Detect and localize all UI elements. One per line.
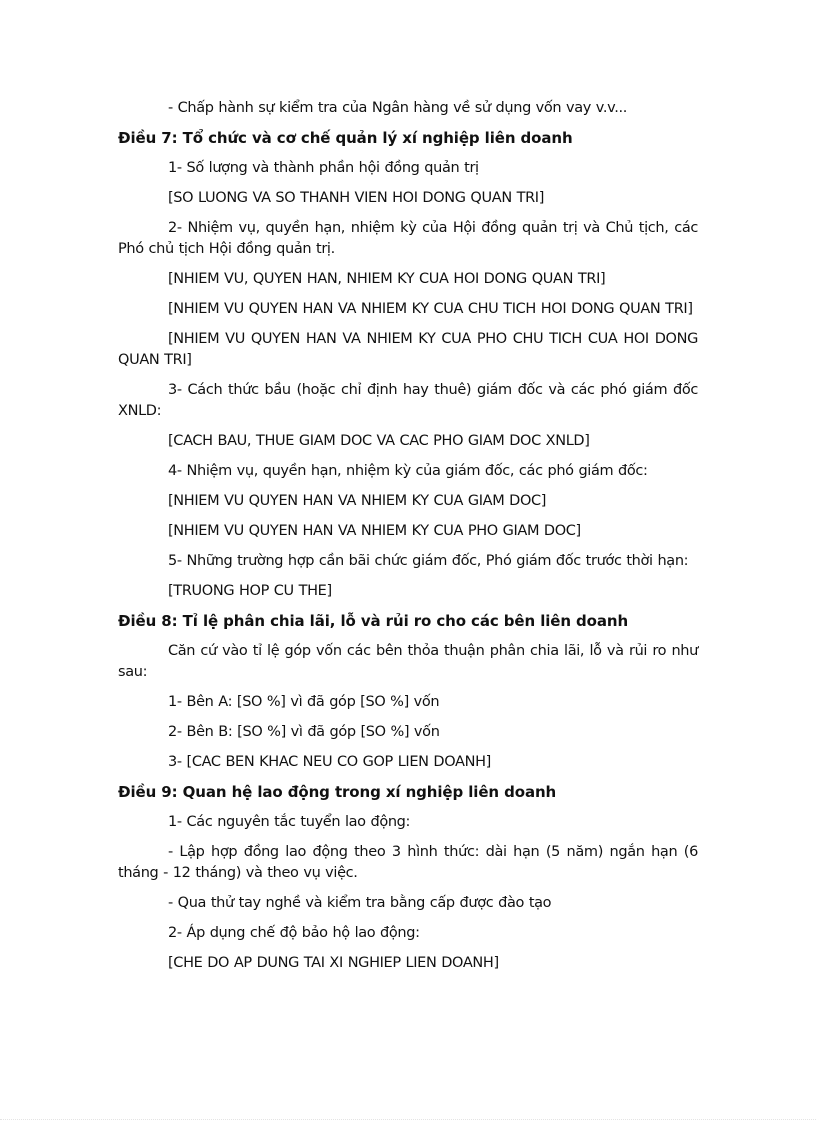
placeholder-field: [NHIEM VU QUYEN HAN VA NHIEM KY CUA GIAM DOC] [168,493,547,509]
paragraph: 5- Những trường hợp cần bãi chức giám đốc, Phó giám đốc trước thời hạn: [168,553,689,569]
placeholder-field: [CHE DO AP DUNG TAI XI NGHIEP LIEN DOANH] [168,955,499,971]
placeholder-field: [CACH BAU, THUE GIAM DOC VA CAC PHO GIAM DOC XNLD] [168,433,590,449]
paragraph: 1- Các nguyên tắc tuyển lao động: [168,814,411,830]
paragraph: - Qua thử tay nghề và kiểm tra bằng cấp được đào tạo [168,895,552,911]
article-8-heading: Điều 8: Tỉ lệ phân chia lãi, lỗ và rủi ro cho các bên liên doanh [118,612,629,630]
placeholder-field: [NHIEM VU QUYEN HAN VA NHIEM KY CUA PHO GIAM DOC] [168,523,581,539]
paragraph: 3- Cách thức bầu (hoặc chỉ định hay thuê) giám đốc và các phó giám đốc XNLD: [118,382,698,419]
paragraph: 2- Bên B: [SO %] vì đã góp [SO %] vốn [168,724,440,740]
document-page [118,98,698,983]
paragraph: Căn cứ vào tỉ lệ góp vốn các bên thỏa thuận phân chia lãi, lỗ và rủi ro như sau: [118,643,698,680]
paragraph: 2- Áp dụng chế độ bảo hộ lao động: [168,925,420,941]
paragraph: 4- Nhiệm vụ, quyền hạn, nhiệm kỳ của giám đốc, các phó giám đốc: [168,463,648,479]
paragraph: 2- Nhiệm vụ, quyền hạn, nhiệm kỳ của Hội đồng quản trị và Chủ tịch, các Phó chủ tịch Hội đồng quản trị. [118,220,698,257]
article-7-heading: Điều 7: Tổ chức và cơ chế quản lý xí nghiệp liên doanh [118,129,573,147]
placeholder-field: 3- [CAC BEN KHAC NEU CO GOP LIEN DOANH] [168,754,491,770]
paragraph: - Lập hợp đồng lao động theo 3 hình thức: dài hạn (5 năm) ngắn hạn (6 tháng - 12 tháng) và theo vụ việc. [118,844,698,881]
article-9-heading: Điều 9: Quan hệ lao động trong xí nghiệp liên doanh [118,783,557,801]
paragraph: 1- Bên A: [SO %] vì đã góp [SO %] vốn [168,694,440,710]
paragraph: - Chấp hành sự kiểm tra của Ngân hàng về sử dụng vốn vay v.v... [168,100,628,116]
placeholder-field: [SO LUONG VA SO THANH VIEN HOI DONG QUAN TRI] [168,190,545,206]
placeholder-field: [NHIEM VU QUYEN HAN VA NHIEM KY CUA PHO CHU TICH CUA HOI DONG QUAN TRI] [118,331,698,368]
paragraph: 1- Số lượng và thành phần hội đồng quản trị [168,160,479,176]
page-bottom-divider [0,1119,816,1120]
placeholder-field: [TRUONG HOP CU THE] [168,583,332,599]
placeholder-field: [NHIEM VU QUYEN HAN VA NHIEM KY CUA CHU TICH HOI DONG QUAN TRI] [168,301,693,317]
placeholder-field: [NHIEM VU, QUYEN HAN, NHIEM KY CUA HOI DONG QUAN TRI] [168,271,606,287]
